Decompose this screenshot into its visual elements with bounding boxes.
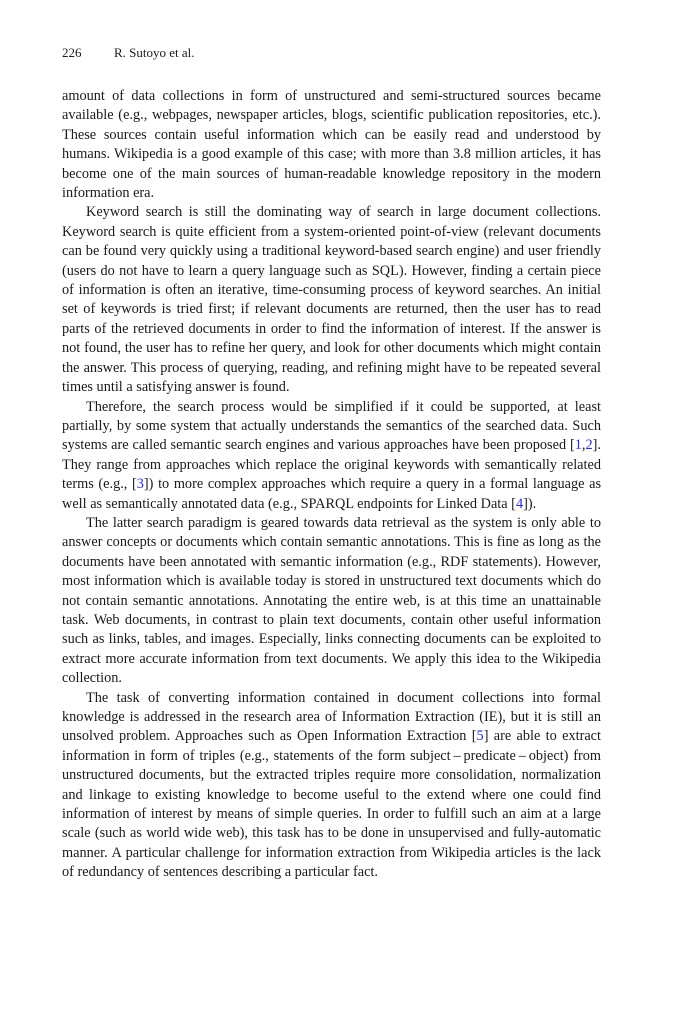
- citation-link-3[interactable]: 3: [136, 476, 144, 493]
- paragraph-1: [62, 87, 601, 203]
- paragraph-text: Therefore, the search process would be simplified if it could be supported, at least partially, by some system that actually understands the semantics of the searched data. Such systems are called semantic search engines and various approaches have been proposed [: [62, 398, 601, 454]
- citation-link-2[interactable]: 2: [585, 437, 593, 454]
- citation-link-5[interactable]: 5: [476, 728, 484, 745]
- paragraph-text: ]) to more complex approaches which require a query in a formal language as well as semantically annotated data (e.g., SPARQL endpoints for Linked Data [: [62, 476, 602, 512]
- paragraph-4: [62, 514, 601, 689]
- paragraph-3: [62, 398, 601, 514]
- paragraph-text: Keyword search is still the dominating way of search in large document collections. Keyword search is quite efficient from a system-oriented point-of-view (relevant documents can be found very quickly using a traditional keyword-based search engine) and user friendly (users do not have to learn a query language such as SQL). However, finding a certain piece of information is often an iterative, time-consuming process of keyword searches. An initial set of keywords is tried first; if relevant documents are returned, then the user has to read parts of the retrieved documents in order to find the information of interest. If the answer is not found, the user has to refine her query, and look for other documents which might contain the answer. This process of querying, reading, and refining might have to be repeated several times until a satisfying answer is found.: [62, 204, 601, 396]
- paragraph-text: ] are able to extract information in form of triples (e.g., statements of the form subject – predicate – object) from unstructured documents, but the extracted triples require more consolidation, normalization and linkage to existing knowledge to become useful to the extend where one could find information of interest by means of simple queries. In order to fulfill such an aim at a large scale (such as world wide web), this task has to be done in unsupervised and fully-automatic manner. A particular challenge for information extraction from Wikipedia articles is the lack of redundancy of sentences describing a particular fact.: [62, 728, 601, 881]
- paragraph-text: ]).: [523, 495, 537, 512]
- paragraph-text: amount of data collections in form of unstructured and semi-structured sources became available (e.g., webpages, newspaper articles, blogs, scientific publication repositories, etc.). These sources contain useful information which can be easily read and understood by humans. Wikipedia is a good example of this case; with more than 3.8 million articles, it has become one of the main sources of human-readable knowledge repository in the modern information era.: [62, 88, 601, 202]
- paragraph-text: The latter search paradigm is geared towards data retrieval as the system is only able to answer concepts or documents which contain semantic annotations. This is fine as long as the documents have been annotated with semantic information (e.g., RDF statements). However, most information which is available today is stored in unstructured text documents which do not contain semantic annotations. Annotating the entire web, is at this time an unattainable task. Web documents, in contrast to plain text documents, contain other useful information such as links, tables, and images. Especially, links connecting documents can be exploited to extract more accurate information from text documents. We apply this idea to the Wikipedia collection.: [62, 514, 601, 687]
- paragraph-2: [62, 203, 601, 397]
- citation-link-4[interactable]: 4: [515, 495, 524, 512]
- paragraph-text: ,: [581, 437, 586, 454]
- paragraph-text: The task of converting information contained in document collections into formal knowledge is addressed in the research area of Information Extraction (IE), but it is still an unsolved problem. Approaches such as Open Information Extraction [: [62, 689, 601, 745]
- paragraph-5: [62, 689, 601, 883]
- citation-link-1[interactable]: 1: [574, 437, 582, 454]
- page-number: 226: [62, 45, 82, 60]
- paragraph-text: ]. They range from approaches which replace the original keywords with semantically related terms (e.g., [: [62, 437, 601, 493]
- running-head-authors: R. Sutoyo et al.: [114, 45, 195, 60]
- paper-page: [62, 44, 601, 883]
- running-head: [62, 44, 601, 61]
